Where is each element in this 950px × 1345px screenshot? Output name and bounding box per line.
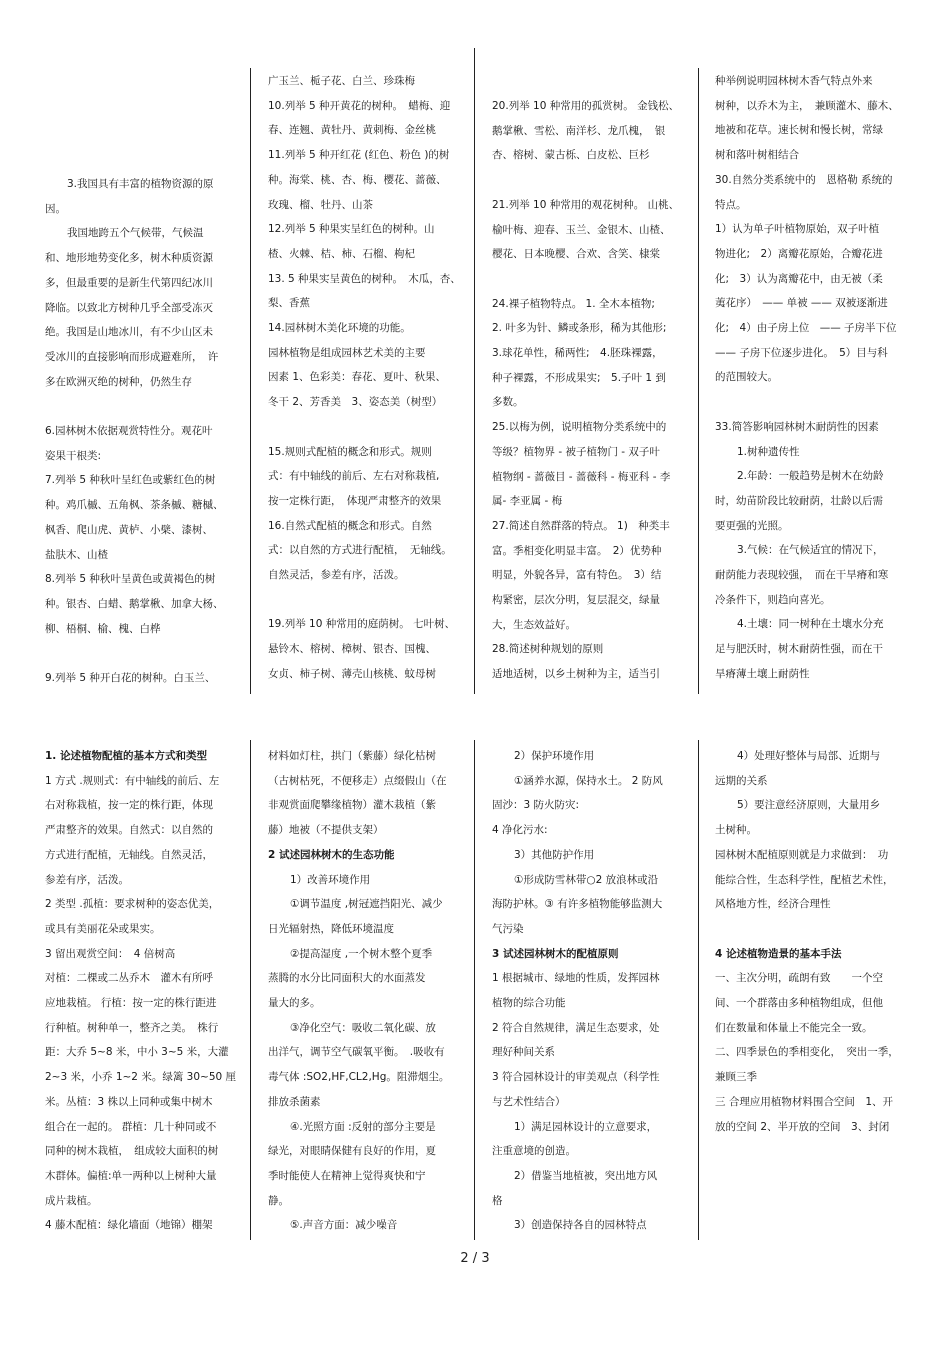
text-line: 注重意境的创造。 xyxy=(492,1145,576,1158)
text-line: 富。季相变化明显丰富。 2）优势种 xyxy=(492,544,662,557)
text-line: 材料如灯柱，拱门（紫藤）绿化枯树 xyxy=(268,750,436,762)
text-line: 参差有序，活泼。 xyxy=(45,873,129,886)
text-line: 6.园林树木依据观赏特性分。观花叶 xyxy=(45,425,213,438)
text-line: 藤）地被（不提供支架） xyxy=(268,824,384,837)
text-line: 行种植。树种单一，整齐之美。 株行 xyxy=(45,1021,219,1034)
text-line: 盐肤木、山楂 xyxy=(45,548,108,561)
text-line: 4 藤木配植：绿化墙面（地锦）棚架 xyxy=(45,1219,213,1232)
text-line: 鹅掌楸、雪松、南洋杉、龙爪槐， 银 xyxy=(492,124,666,137)
text-line: 1.树种遗传性 xyxy=(737,445,800,458)
text-line: 1）改善环境作用 xyxy=(290,873,371,886)
text-line: 对植：二棵或二丛乔木 灌木有所呼 xyxy=(45,972,213,985)
text-line: 耐荫能力表现较强， 而在干旱瘠和寒 xyxy=(715,569,889,582)
text-line: 组合在一起的。 群植：几十种同或不 xyxy=(45,1120,217,1133)
text-line: 冷条件下，则趋向喜光。 xyxy=(715,593,831,606)
text-line: 16.自然式配植的概念和形式。自然 xyxy=(268,519,432,532)
text-line: 春、连翘、黄牡丹、黄刺梅、金丝桃 xyxy=(268,124,436,137)
text-line: 因素 1、色彩美：春花、夏叶、秋果、 xyxy=(268,371,447,384)
text-line: 1 方式 .规则式：有中轴线的前后、左 xyxy=(45,774,220,787)
text-line: 特点。 xyxy=(715,198,747,211)
text-line: （古树枯死，不便移走）点缀假山（在 xyxy=(268,774,447,787)
text-line: 米。丛植：3 株以上同种或集中树木 xyxy=(45,1095,213,1108)
text-line: 玫瑰、榴、牡丹、山茶 xyxy=(268,198,373,211)
text-line: 榆叶梅、迎春、玉兰、金银木、山楂、 xyxy=(492,223,671,236)
text-line: ③净化空气：吸收二氧化碳、放 xyxy=(290,1021,436,1034)
text-line: 13. 5 种果实呈黄色的树种。 木瓜，杏、 xyxy=(268,272,461,285)
text-line: 3）创造保持各自的园林特点 xyxy=(514,1219,647,1232)
text-line: 2.年龄：一般趋势是树木在幼龄 xyxy=(737,470,884,483)
text-line: —— 子房下位逐步进化。 5）目与科 xyxy=(715,346,888,359)
text-line: 大，生态效益好。 xyxy=(492,618,576,631)
top-column-3 xyxy=(492,94,704,687)
text-line: 21.列举 10 种常用的观花树种。 山桃、 xyxy=(492,198,680,211)
text-line: 按一定株行距， 体现严肃整齐的效果 xyxy=(268,494,442,507)
text-line: 1）认为单子叶植物原始，双子叶植 xyxy=(715,223,880,236)
text-line: 右对称栽植，按一定的株行距，体现 xyxy=(45,799,213,812)
text-line: 园林植物是组成园林艺术美的主要 xyxy=(268,346,426,359)
text-line: 多在欧洲灭绝的树种，仍然生存 xyxy=(45,375,192,388)
text-line: 广玉兰、栀子花、白兰、珍珠梅 xyxy=(268,75,415,87)
top-column-2 xyxy=(268,69,480,687)
text-line: 4 净化污水: xyxy=(492,824,548,837)
text-line: 物进化; 2）离瓣花原始，合瓣花进 xyxy=(715,247,883,260)
text-line: 19.列举 10 种常用的庭荫树。 七叶树、 xyxy=(268,618,456,631)
text-line: 理好种间关系 xyxy=(492,1046,555,1059)
text-line: 一、主次分明，疏朗有致 一个空 xyxy=(715,972,883,985)
text-line: 适地适树，以乡土树种为主，适当引 xyxy=(492,668,660,681)
text-line: 出洋气，调节空气碳氧平衡。 .吸收有 xyxy=(268,1046,445,1059)
text-line: 或具有美丽花朵或果实。 xyxy=(45,922,161,935)
text-line: ④.光照方面 :反射的部分主要是 xyxy=(290,1120,436,1133)
text-line: 化; 3）认为离瓣花中，由无被（柔 xyxy=(715,272,883,285)
text-line: 降临。以致北方树种几乎全部受冻灭 xyxy=(45,301,213,314)
text-line: 格 xyxy=(492,1194,503,1207)
text-line: 静。 xyxy=(268,1194,289,1207)
text-line: 梨、香蕉 xyxy=(268,297,310,310)
text-line: 方式进行配植，无轴线。自然灵活， xyxy=(45,848,213,861)
text-line: 3 符合园林设计的审美观点（科学性 xyxy=(492,1071,660,1084)
text-line: 距：大乔 5~8 米，中小 3~5 米，大灌 xyxy=(45,1046,229,1059)
text-line: 33.简答影响园林树木耐荫性的因素 xyxy=(715,420,879,433)
text-line: 柳、梧桐、榆、槐、白桦 xyxy=(45,622,161,635)
text-line: 2 试述园林树木的生态功能 xyxy=(268,848,395,861)
text-line: 15.规则式配植的概念和形式。规则 xyxy=(268,445,432,458)
text-line: 足与肥沃时，树木耐荫性强，而在干 xyxy=(715,643,883,656)
text-line: 绿光，对眼睛保健有良好的作用，夏 xyxy=(268,1145,436,1158)
bottom-column-1 xyxy=(45,744,257,1238)
text-line: 地被和花草。速长树和慢长树，常绿 xyxy=(715,124,883,137)
text-line: 樱花、日本晚樱、合欢、含笑、棣棠 xyxy=(492,248,660,261)
text-line: 25.以梅为例，说明植物分类系统中的 xyxy=(492,421,667,434)
text-line: 成片栽植。 xyxy=(45,1194,98,1207)
text-line: 冬干 2、芳香美 3、姿态美（树型） xyxy=(268,396,443,409)
text-line: 三 合理应用植物材料围合空间 1、开 xyxy=(715,1095,894,1108)
text-line: 和、地形地势变化多，树木种质资源 xyxy=(45,252,213,265)
text-line: 2）保护环境作用 xyxy=(514,750,595,762)
text-line: 种。鸡爪槭、五角枫、茶条槭、糖槭、 xyxy=(45,499,224,512)
top-column-4 xyxy=(715,69,927,687)
text-line: 2 类型 .孤植：要求树种的姿态优美， xyxy=(45,898,220,911)
text-line: ⑤.声音方面：减少噪音 xyxy=(290,1219,398,1232)
text-line: 多，但最重要的是新生代第四纪冰川 xyxy=(45,276,213,289)
text-line: 多数。 xyxy=(492,396,524,409)
bottom-column-4 xyxy=(715,744,927,1139)
text-line: 树和落叶树相结合 xyxy=(715,149,799,162)
text-line: 种举例说明园林树木香气特点外来 xyxy=(715,75,873,87)
text-line: 我国地跨五个气候带，气候温 xyxy=(67,227,204,240)
text-line: 土树种。 xyxy=(715,824,757,837)
text-line: 远期的关系 xyxy=(715,774,768,787)
text-line: 海防护林。③ 有许多植物能够监测大 xyxy=(492,898,663,911)
text-line: 日光辐射热，降低环境温度 xyxy=(268,922,394,935)
text-line: 7.列举 5 种秋叶呈红色或紫红色的树 xyxy=(45,474,216,487)
text-line: 8.列举 5 种秋叶呈黄色或黄褐色的树 xyxy=(45,573,216,586)
text-line: 二、四季景色的季相变化， 突出一季， xyxy=(715,1046,899,1059)
text-line: 10.列举 5 种开黄花的树种。 蜡梅、迎 xyxy=(268,99,451,112)
bottom-column-3 xyxy=(492,744,704,1238)
text-line: 们在数量和体量上不能完全一致。 xyxy=(715,1021,873,1034)
text-line: 悬铃木、榕树、樟树、银杏、国槐、 xyxy=(268,643,436,656)
text-line: 2. 叶多为针、鳞或条形，稀为其他形; xyxy=(492,322,667,335)
text-line: 与艺术性结合） xyxy=(492,1095,566,1108)
text-line: 要更强的光照。 xyxy=(715,519,789,532)
text-line: 植物的综合功能 xyxy=(492,997,566,1010)
text-line: 30.自然分类系统中的 恩格勒 系统的 xyxy=(715,173,893,186)
text-line: 2 符合自然规律，满足生态要求，处 xyxy=(492,1021,660,1034)
text-line: 的范围较大。 xyxy=(715,371,778,384)
text-line: 20.列举 10 种常用的孤赏树。 金钱松、 xyxy=(492,100,680,112)
text-line: 兼顾三季 xyxy=(715,1071,757,1084)
text-line: 明显，外貌各异，富有特色。 3）结 xyxy=(492,569,662,582)
text-line: 属- 李亚属 - 梅 xyxy=(492,495,563,508)
text-line: 绝。我国是山地冰川，有不少山区未 xyxy=(45,326,213,339)
text-line: ②提高湿度 ,一个树木整个夏季 xyxy=(290,947,433,960)
text-line: 非观赏面爬攀缘植物）灌木栽植（紫 xyxy=(268,799,436,812)
text-line: 同种的树木栽植， 组成较大面积的树 xyxy=(45,1145,219,1158)
text-line: 楂、火棘、桔、柿、石榴、枸杞 xyxy=(268,247,415,260)
text-line: 4）处理好整体与局部、近期与 xyxy=(737,750,881,762)
text-line: 28.简述树种规划的原则 xyxy=(492,643,604,656)
text-line: 2~3 米，小乔 1~2 米。绿篱 30~50 厘 xyxy=(45,1071,237,1084)
text-line: 季时能使人在精神上觉得爽快和宁 xyxy=(268,1169,426,1182)
text-line: 3.气候：在气候适宜的情况下， xyxy=(737,544,884,557)
text-line: 蒸腾的水分比同面积大的水面蒸发 xyxy=(268,972,426,985)
text-line: 1 根据城市、绿地的性质，发挥园林 xyxy=(492,972,660,985)
text-line: 女贞、柿子树、薄壳山核桃、蚊母树 xyxy=(268,667,436,680)
text-line: 园林树木配植原则就是力求做到： 功 xyxy=(715,848,889,861)
text-line: 旱瘠薄土壤上耐荫性 xyxy=(715,667,810,680)
text-line: 9.列举 5 种开白花的树种。白玉兰、 xyxy=(45,672,216,685)
top-column-1 xyxy=(45,172,257,691)
text-line: 量大的多。 xyxy=(268,997,321,1010)
bottom-column-2 xyxy=(268,744,480,1238)
text-line: ①调节温度 ,树冠遮挡阳光、减少 xyxy=(290,898,443,911)
text-line: 27.简述自然群落的特点。 1) 种类丰 xyxy=(492,519,670,532)
text-line: 14.园林树木美化环境的功能。 xyxy=(268,322,411,335)
page-number: 2 / 3 xyxy=(460,1251,490,1266)
text-line: 荑花序） —— 单被 —— 双被逐渐进 xyxy=(715,297,888,310)
text-line: 树种，以乔木为主， 兼顾灌木、藤木、 xyxy=(715,99,899,112)
text-line: 姿果干根类: xyxy=(45,449,102,462)
text-line: 严肃整齐的效果。自然式：以自然的 xyxy=(45,824,213,837)
text-line: 1. 论述植物配植的基本方式和类型 xyxy=(45,750,207,762)
text-line: 4 论述植物造景的基本手法 xyxy=(715,947,842,960)
text-line: 式：以自然的方式进行配植， 无轴线。 xyxy=(268,544,452,557)
text-line: 毒气体 :SO2,HF,CL2,Hg。阻滞烟尘。 xyxy=(268,1071,450,1084)
text-line: 种。海棠、桃、杏、梅、樱花、蔷薇、 xyxy=(268,173,447,186)
text-line: 4.土壤：同一树种在土壤水分充 xyxy=(737,618,884,631)
text-line: 1）满足园林设计的立意要求， xyxy=(514,1120,658,1133)
text-line: 化; 4）由子房上位 —— 子房半下位 xyxy=(715,322,897,335)
text-line: 枫香、爬山虎、黄栌、小檗、漆树、 xyxy=(45,523,213,536)
text-line: 3 留出观赏空间： 4 倍树高 xyxy=(45,947,176,960)
text-line: 2）借鉴当地植被，突出地方风 xyxy=(514,1169,658,1182)
text-line: 间、一个群落由多种植物组成，但他 xyxy=(715,997,883,1010)
text-line: 3）其他防护作用 xyxy=(514,848,595,861)
text-line: 构紧密，层次分明，复层混交，绿量 xyxy=(492,594,660,607)
text-line: 放的空间 2、半开放的空间 3、封闭 xyxy=(715,1120,890,1133)
text-line: 木群体。偏植:单一两种以上树种大量 xyxy=(45,1169,217,1182)
text-line: ①涵养水源，保持水土。 2 防风 xyxy=(514,774,663,787)
text-line: 24.裸子植物特点。 1. 全木本植物; xyxy=(492,297,655,310)
text-line: 11.列举 5 种开红花 (红色、粉色 )的树 xyxy=(268,149,450,162)
text-line: 应地栽植。 行植：按一定的株行距进 xyxy=(45,997,217,1010)
text-line: 时，幼苗阶段比较耐荫，壮龄以后需 xyxy=(715,494,883,507)
text-line: 3.球花单性，稀两性; 4.胚珠裸露， xyxy=(492,347,663,359)
text-line: 植物纲 - 蔷薇目 - 蔷薇科 - 梅亚科 - 李 xyxy=(492,470,671,483)
text-line: 3.我国具有丰富的植物资源的原 xyxy=(67,178,214,190)
text-line: 杏、榕树、蒙古栎、白皮松、巨杉 xyxy=(492,149,650,162)
text-line: 等级？植物界 - 被子植物门 - 双子叶 xyxy=(492,445,660,458)
text-line: 5）要注意经济原则，大量用乡 xyxy=(737,799,881,812)
text-line: 3 试述园林树木的配植原则 xyxy=(492,947,619,960)
text-line: 种子裸露，不形成果实; 5.子叶 1 到 xyxy=(492,371,666,384)
text-line: ①形成防雪林带○2 放浪林或沿 xyxy=(514,873,659,886)
text-line: 能综合性，生态科学性，配植艺术性， xyxy=(715,873,894,886)
text-line: 受冰川的直接影响而形成避难所， 许 xyxy=(45,350,219,363)
text-line: 固沙：3 防火防灾: xyxy=(492,799,580,812)
text-line: 式：有中轴线的前后、左右对称栽植, xyxy=(268,470,440,483)
text-line: 气污染 xyxy=(492,922,524,935)
text-line: 因。 xyxy=(45,202,66,215)
text-line: 自然灵活，参差有序，活泼。 xyxy=(268,569,405,582)
text-line: 排放杀菌素 xyxy=(268,1095,321,1108)
text-line: 风格地方性，经济合理性 xyxy=(715,898,831,911)
text-line: 12.列举 5 种果实呈红色的树种。山 xyxy=(268,223,435,236)
text-line: 种。银杏、白蜡、鹅掌楸、加拿大杨、 xyxy=(45,597,224,610)
